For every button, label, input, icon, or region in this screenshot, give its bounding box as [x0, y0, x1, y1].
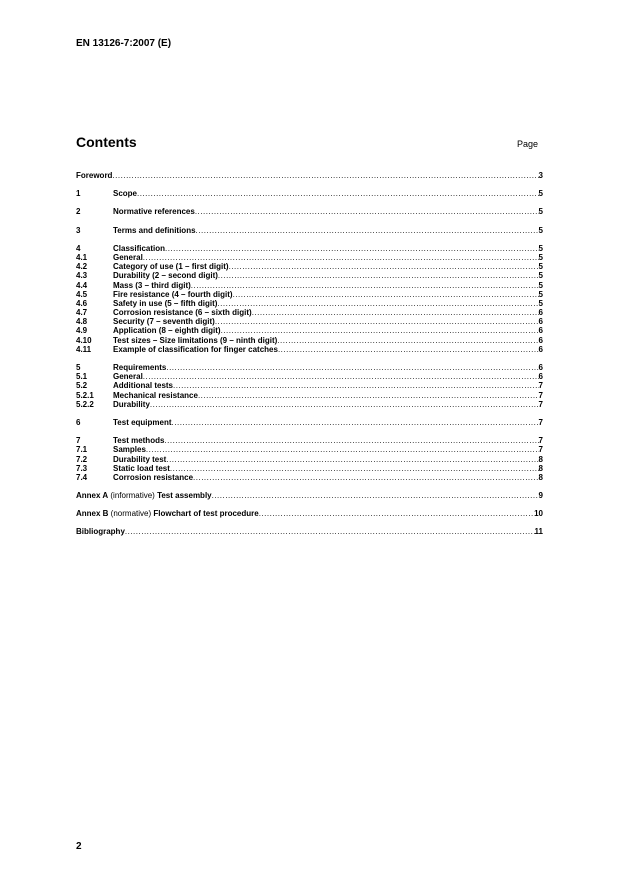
toc-entry-number: 4.10: [76, 335, 92, 345]
toc-entry[interactable]: [76, 455, 543, 464]
toc-entry-page: 7: [538, 399, 543, 409]
toc-entry-title: [76, 509, 259, 518]
toc-entry-title: [113, 262, 229, 271]
toc-leader-dots: [196, 226, 539, 235]
toc-entry[interactable]: [76, 336, 543, 345]
toc-entry-title-text: Test equipment: [113, 417, 172, 427]
toc-leader-dots: [125, 527, 535, 536]
toc-leader-dots: [217, 299, 538, 308]
toc-entry-annex-type: (informative): [108, 491, 158, 501]
toc-entry-page: 6: [538, 372, 543, 382]
toc-entry-number: 7.2: [76, 454, 88, 464]
toc-leader-dots: [215, 317, 539, 326]
toc-entry-number: 4.8: [76, 317, 88, 327]
toc-leader-dots: [137, 189, 539, 198]
toc-entry[interactable]: [76, 509, 543, 518]
toc-entry[interactable]: [76, 171, 543, 180]
toc-leader-dots: [150, 400, 539, 409]
toc-entry[interactable]: [76, 464, 543, 473]
toc-entry-page: 6: [538, 317, 543, 327]
toc-entry-page: 5: [538, 252, 543, 262]
toc-entry-title: [113, 226, 196, 235]
toc-entry-page: 7: [538, 445, 543, 455]
toc-entry-number: 4.1: [76, 252, 88, 262]
toc-entry-page: 9: [538, 491, 543, 501]
toc-entry-title-text: Static load test: [113, 463, 170, 473]
toc-entry-number: 3: [76, 225, 81, 235]
toc-entry[interactable]: [76, 299, 543, 308]
toc-entry-title-text: General: [113, 372, 143, 382]
toc-entry-title-text: Annex B: [76, 509, 109, 519]
toc-leader-dots: [229, 262, 539, 271]
toc-entry[interactable]: [76, 391, 543, 400]
toc-entry-annex-title: Flowchart of test procedure: [153, 509, 259, 519]
toc-entry-title-text: Samples: [113, 445, 146, 455]
toc-entry[interactable]: [76, 308, 543, 317]
toc-leader-dots: [212, 491, 539, 500]
toc-entry-title: [113, 336, 277, 345]
toc-leader-dots: [146, 445, 539, 454]
toc-entry-title: [113, 464, 170, 473]
toc-entry[interactable]: [76, 527, 543, 536]
toc-entry-title-text: Corrosion resistance (6 – sixth digit): [113, 308, 252, 318]
toc-entry[interactable]: [76, 189, 543, 198]
toc-leader-dots: [164, 436, 538, 445]
toc-entry-number: 5.2.1: [76, 390, 94, 400]
toc-entry-title: [113, 345, 278, 354]
toc-entry-title: [113, 455, 166, 464]
toc-entry[interactable]: [76, 290, 543, 299]
toc-leader-dots: [233, 290, 539, 299]
toc-entry[interactable]: [76, 363, 543, 372]
toc-entry-page: 5: [538, 289, 543, 299]
toc-entry-page: 5: [538, 271, 543, 281]
toc-entry-number: 7.4: [76, 472, 88, 482]
toc-entry-page: 7: [538, 417, 543, 427]
toc-leader-dots: [277, 336, 538, 345]
toc-entry-page: 5: [538, 298, 543, 308]
toc-entry-title-text: Bibliography: [76, 527, 125, 537]
toc-entry-title: [113, 372, 143, 381]
toc-leader-dots: [218, 271, 539, 280]
toc-entry[interactable]: [76, 317, 543, 326]
toc-entry-number: 2: [76, 207, 81, 217]
toc-entry-number: 4.5: [76, 289, 88, 299]
toc-entry[interactable]: [76, 372, 543, 381]
toc-entry-number: 7: [76, 436, 81, 446]
toc-entry-page: 6: [538, 308, 543, 318]
toc-entry-page: 8: [538, 472, 543, 482]
toc-leader-dots: [195, 207, 539, 216]
toc-entry[interactable]: [76, 271, 543, 280]
toc-entry-title: [113, 473, 193, 482]
toc-entry[interactable]: [76, 253, 543, 262]
toc-entry-title-text: Scope: [113, 189, 138, 199]
toc-entry-page: 5: [538, 189, 543, 199]
toc-entry-number: 4.2: [76, 262, 88, 272]
toc-leader-dots: [112, 171, 538, 180]
toc-entry-page: 6: [538, 335, 543, 345]
toc-entry-title-text: Mechanical resistance: [113, 390, 198, 400]
toc-entry-title-text: Normative references: [113, 207, 195, 217]
toc-entry-number: 5.2.2: [76, 399, 94, 409]
toc-entry-number: 1: [76, 189, 81, 199]
toc-entry-annex-type: (normative): [108, 509, 154, 519]
toc-entry-page: 5: [538, 243, 543, 253]
toc-entry-title: [113, 363, 166, 372]
toc-leader-dots: [173, 381, 539, 390]
toc-entry-title-text: Durability (2 – second digit): [113, 271, 218, 281]
toc-entry[interactable]: [76, 445, 543, 454]
toc-entry-title-text: Durability: [113, 399, 150, 409]
toc-entry-page: 5: [538, 280, 543, 290]
toc-leader-dots: [278, 345, 539, 354]
toc-entry-number: 5.2: [76, 381, 88, 391]
toc-entry-annex-title: Test assembly: [157, 491, 212, 501]
toc-entry[interactable]: [76, 436, 543, 445]
toc-entry-title: [113, 290, 233, 299]
toc-entry[interactable]: [76, 381, 543, 390]
toc-entry[interactable]: [76, 491, 543, 500]
toc-entry-title-text: General: [113, 252, 143, 262]
toc-entry-page: 3: [538, 171, 543, 180]
toc-entry[interactable]: [76, 400, 543, 409]
toc-entry-title-text: Terms and definitions: [113, 225, 196, 235]
toc-entry-page: 6: [538, 326, 543, 336]
toc-entry-number: 4.6: [76, 298, 88, 308]
toc-leader-dots: [170, 464, 539, 473]
toc-entry-title-text: Annex A: [76, 491, 109, 501]
toc-entry-number: 4: [76, 243, 81, 253]
toc-entry-page: 10: [534, 509, 543, 519]
toc-leader-dots: [143, 253, 539, 262]
toc-entry-number: 4.7: [76, 308, 88, 318]
toc-entry-title: [76, 171, 112, 180]
toc-entry-title-text: Classification: [113, 243, 166, 253]
toc-entry-title-text: Safety in use (5 – fifth digit): [113, 298, 218, 308]
toc-entry-number: 4.9: [76, 326, 88, 336]
toc-entry[interactable]: [76, 262, 543, 271]
page-number: 2: [76, 841, 82, 852]
toc-entry-title: [113, 299, 217, 308]
toc-entry-title-text: Test methods: [113, 436, 165, 446]
toc-entry-title-text: Foreword: [76, 171, 113, 180]
toc-entry-title-text: Test sizes – Size limitations (9 – ninth digit): [113, 335, 278, 345]
toc-leader-dots: [198, 391, 539, 400]
toc-entry-title: [113, 281, 191, 290]
toc-entry[interactable]: [76, 418, 543, 427]
toc-leader-dots: [259, 509, 534, 518]
toc-entry-number: 5.1: [76, 372, 88, 382]
toc-entry-page: 8: [538, 454, 543, 464]
toc-entry-title-text: Requirements: [113, 363, 167, 372]
toc-entry[interactable]: [76, 345, 543, 354]
toc-leader-dots: [221, 326, 539, 335]
toc-entry[interactable]: [76, 473, 543, 482]
document-header: EN 13126-7:2007 (E): [76, 38, 172, 49]
toc-entry-page: 6: [538, 363, 543, 372]
toc-leader-dots: [252, 308, 539, 317]
toc-entry-title-text: Additional tests: [113, 381, 174, 391]
toc-entry-title-text: Corrosion resistance: [113, 472, 194, 482]
toc-entry-title: [113, 317, 215, 326]
toc-leader-dots: [166, 363, 538, 372]
toc-entry-title: [76, 491, 212, 500]
toc-leader-dots: [172, 418, 539, 427]
toc-entry-title-text: Fire resistance (4 – fourth digit): [113, 289, 233, 299]
toc-entry-title: [113, 189, 137, 198]
toc-entry-title-text: Example of classification for finger catches: [113, 344, 278, 354]
toc-leader-dots: [191, 281, 539, 290]
toc-entry-title-text: Security (7 – seventh digit): [113, 317, 215, 327]
toc-entry[interactable]: [76, 244, 543, 253]
page-column-label: Page: [517, 139, 539, 149]
toc-entry-title-text: Application (8 – eighth digit): [113, 326, 221, 336]
toc-entry-page: 7: [538, 436, 543, 446]
toc-entry-page: 5: [538, 225, 543, 235]
toc-entry-page: 11: [534, 527, 543, 537]
toc-entry-title: [113, 445, 146, 454]
toc-entry-number: 4.3: [76, 271, 88, 281]
toc-entry-number: 6: [76, 417, 81, 427]
toc-entry-number: 5: [76, 363, 81, 372]
toc-leader-dots: [143, 372, 539, 381]
toc-entry-title: [113, 308, 252, 317]
toc-entry-title: [113, 271, 218, 280]
toc-entry-title-text: Mass (3 – third digit): [113, 280, 191, 290]
toc-entry-page: 7: [538, 390, 543, 400]
table-of-contents: [76, 171, 543, 537]
toc-entry-title: [113, 207, 195, 216]
toc-entry-title: [113, 253, 143, 262]
toc-entry-number: 7.1: [76, 445, 88, 455]
toc-entry-number: 7.3: [76, 463, 88, 473]
toc-entry[interactable]: [76, 281, 543, 290]
toc-leader-dots: [166, 455, 538, 464]
toc-leader-dots: [193, 473, 539, 482]
toc-entry-page: 5: [538, 262, 543, 272]
contents-title: Contents: [76, 134, 137, 150]
toc-entry-number: 4.11: [76, 344, 92, 354]
toc-entry-title: [113, 436, 164, 445]
toc-entry-title: [113, 326, 221, 335]
toc-entry-page: 7: [538, 381, 543, 391]
toc-entry[interactable]: [76, 226, 543, 235]
toc-entry[interactable]: [76, 207, 543, 216]
toc-entry-title-text: Durability test: [113, 454, 167, 464]
toc-entry-title: [113, 381, 173, 390]
toc-entry-title: [113, 418, 172, 427]
toc-entry-title: [76, 527, 125, 536]
toc-entry-title: [113, 244, 165, 253]
toc-entry-number: 4.4: [76, 280, 88, 290]
toc-entry-page: 5: [538, 207, 543, 217]
toc-entry[interactable]: [76, 326, 543, 335]
toc-entry-title: [113, 391, 198, 400]
toc-entry-title-text: Category of use (1 – first digit): [113, 262, 229, 272]
toc-entry-page: 8: [538, 463, 543, 473]
toc-entry-page: 6: [538, 344, 543, 354]
toc-entry-title: [113, 400, 150, 409]
toc-leader-dots: [165, 244, 539, 253]
